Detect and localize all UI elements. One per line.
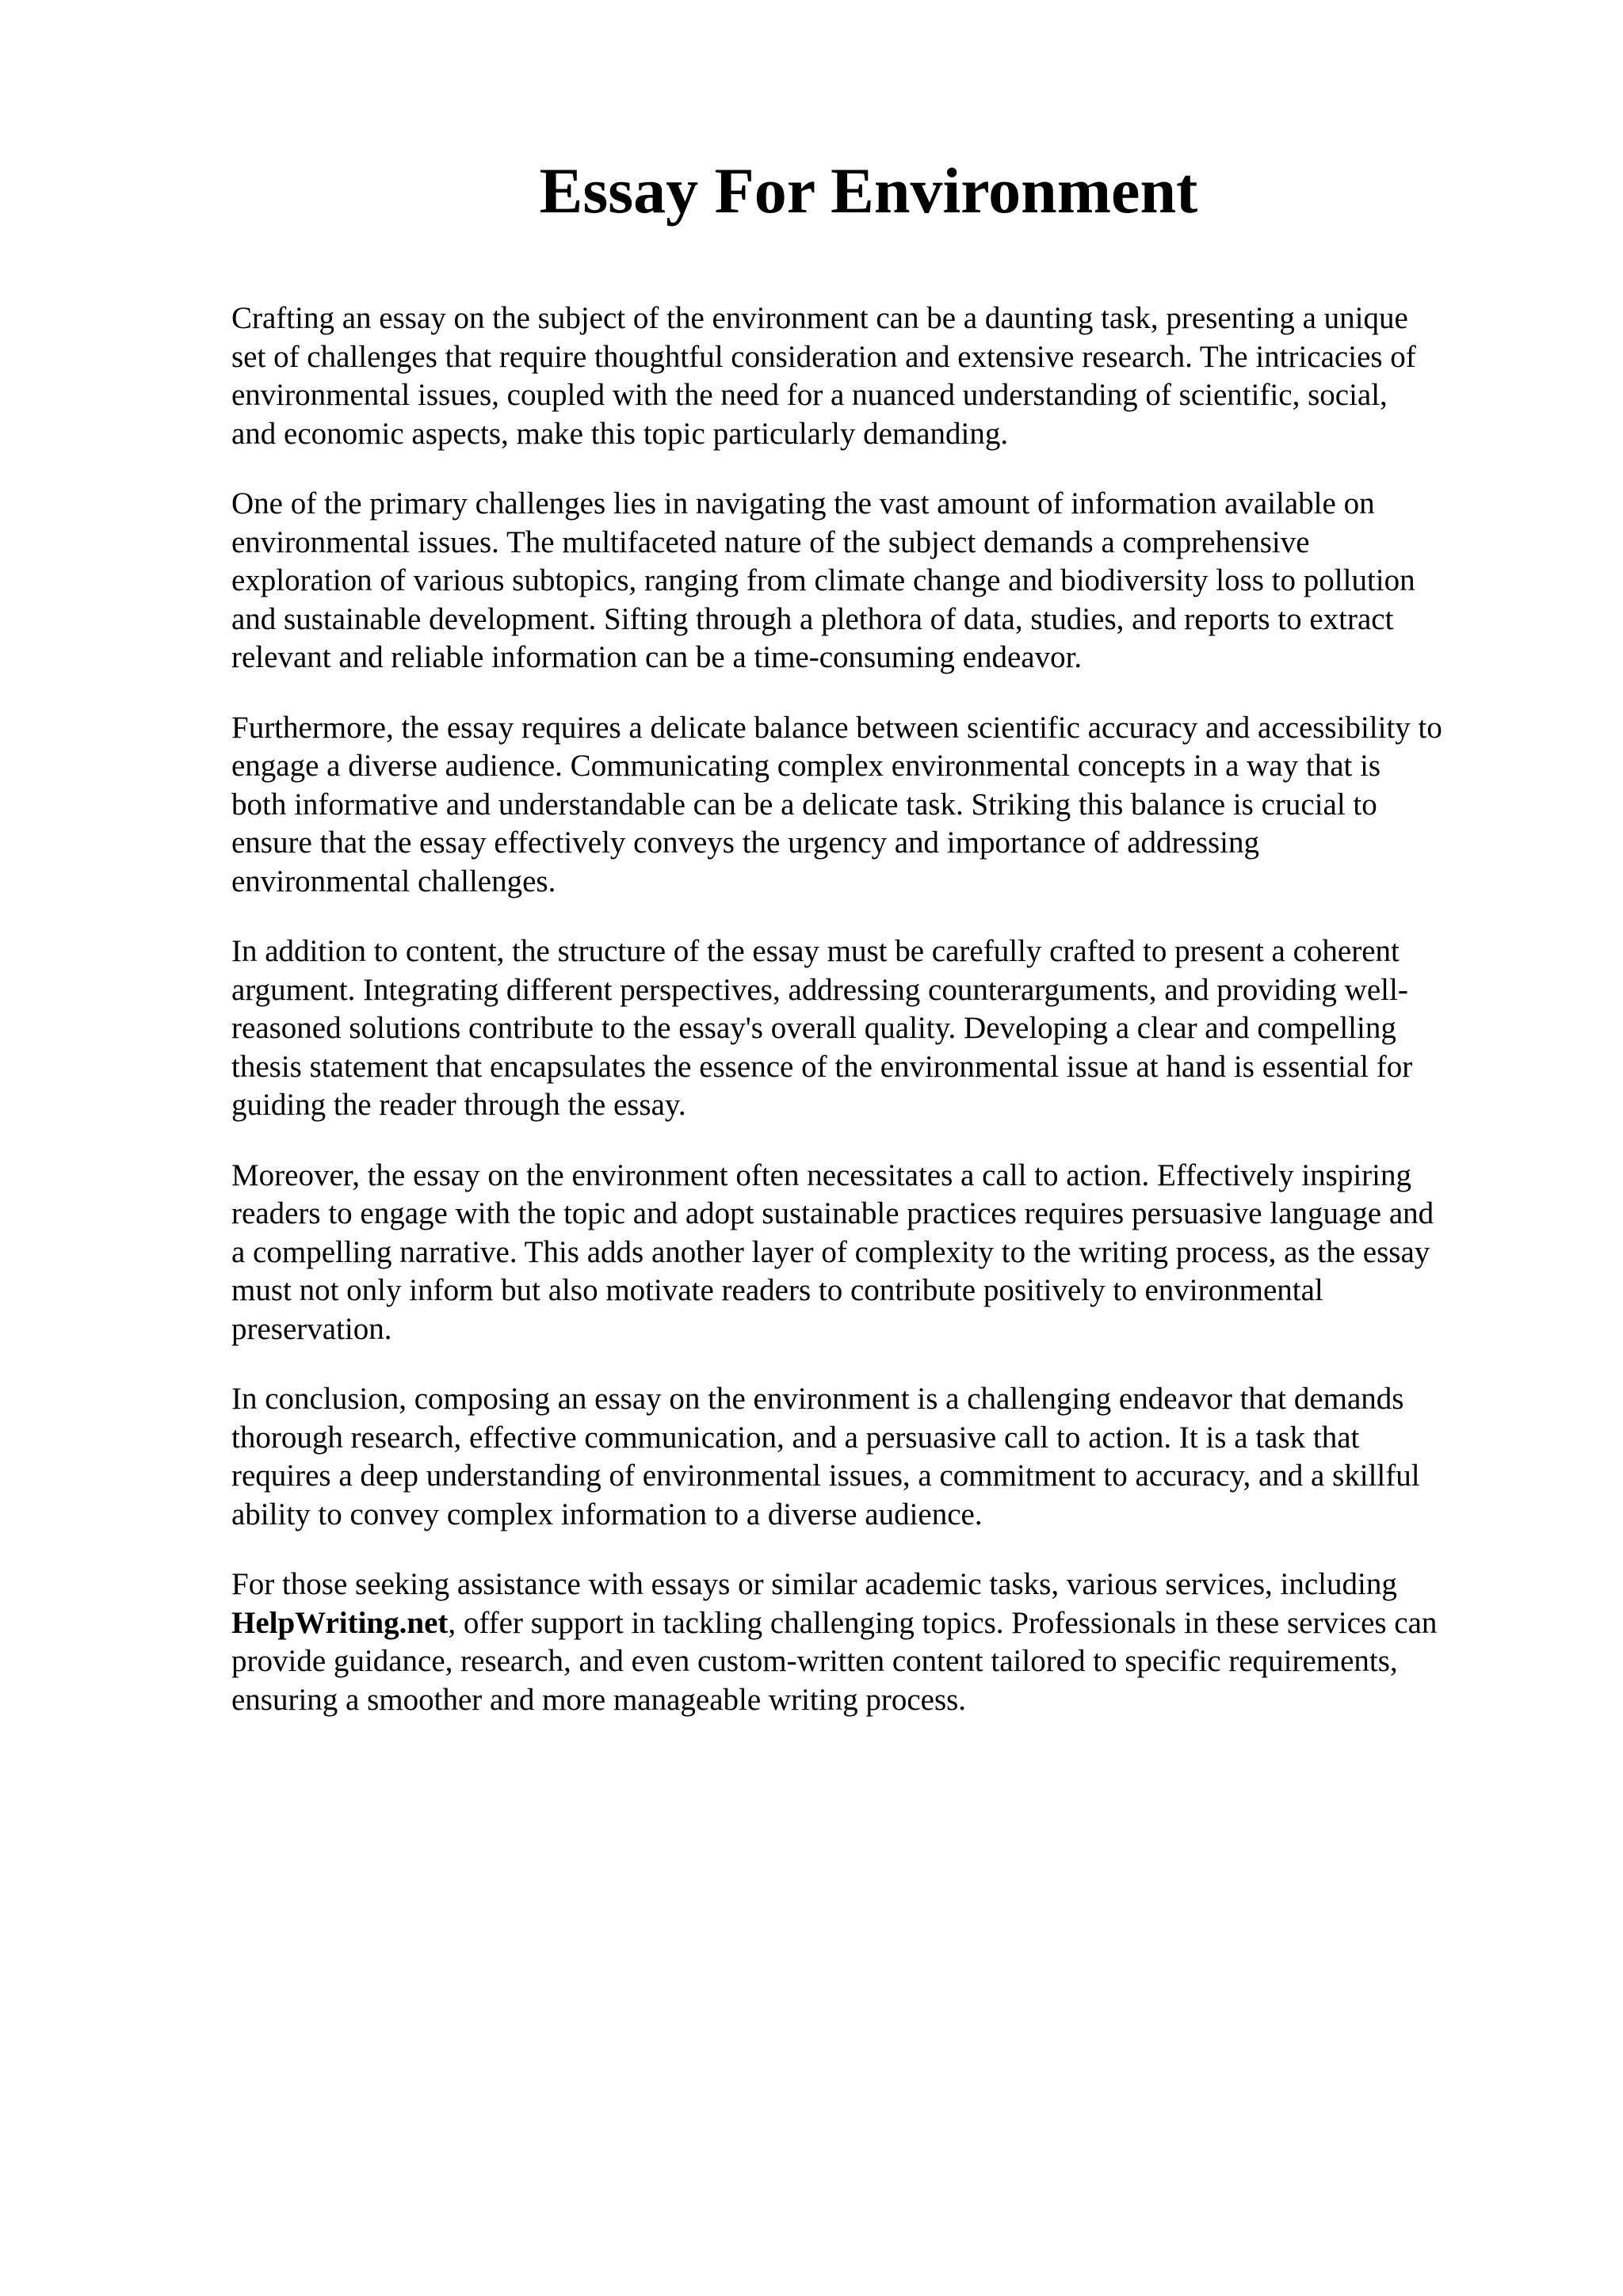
paragraph-structure: In addition to content, the structure of the essay must be carefully crafted to present a coherent argument. Integrating different perspectives, addressing counterarguments, and providing well- reasoned solutions contribute to the essay's overall quality. Developing a clear and compelling thesis statement that encapsulates the essence of the environmental issue at hand is essential for guiding the reader through the essay.: [231, 934, 1413, 1122]
paragraph-balance: Furthermore, the essay requires a delicate balance between scientific accuracy and accessibility to engage a diverse audience. Communicating complex environmental concepts in a way that is both informative and understandable can be a delicate task. Striking this balance is crucial to ensure that the essay effectively conveys the urgency and importance of addressing environmental challenges.: [231, 710, 1442, 898]
paragraph-intro: Crafting an essay on the subject of the environment can be a daunting task, presenting a unique set of challenges that require thoughtful consideration and extensive research. The intricacies of environmental issues, coupled with the need for a nuanced understanding of scientific, social, and economic aspects, make this topic particularly demanding.: [231, 301, 1416, 451]
brand-name: HelpWriting.net: [231, 1605, 449, 1640]
paragraph-call-to-action: Moreover, the essay on the environment often necessitates a call to action. Effectively inspiring readers to engage with the topic and adopt sustainable practices requires persuasive language and a compelling narrative. This adds another layer of complexity to the writing process, as the essay must not only inform but also motivate readers to contribute positively to environmental preservation.: [231, 1158, 1434, 1346]
closing-text-after: , offer support in tackling challenging topics. Professionals in these services can provide guidance, research, and even custom-written content tailored to specific requirements, ensuring a smoother and more manageable writing process.: [231, 1605, 1438, 1717]
paragraph-information: One of the primary challenges lies in navigating the vast amount of information available on environmental issues. The multifaceted nature of the subject demands a comprehensive exploration of various subtopics, ranging from climate change and biodiversity loss to pollution and sustainable development. Sifting through a plethora of data, studies, and reports to extract relevant and reliable information can be a time-consuming endeavor.: [231, 486, 1415, 674]
closing-text-before: For those seeking assistance with essays or similar academic tasks, various services, including: [231, 1567, 1397, 1601]
paragraph-closing: [231, 1566, 1531, 1719]
essay-body: [231, 299, 1531, 1751]
document-title: Essay For Environment: [539, 154, 1198, 227]
paragraph-conclusion: In conclusion, composing an essay on the environment is a challenging endeavor that demands thorough research, effective communication, and a persuasive call to action. It is a task that requires a deep understanding of environmental issues, a commitment to accuracy, and a skillful ability to convey complex information to a diverse audience.: [231, 1382, 1420, 1531]
